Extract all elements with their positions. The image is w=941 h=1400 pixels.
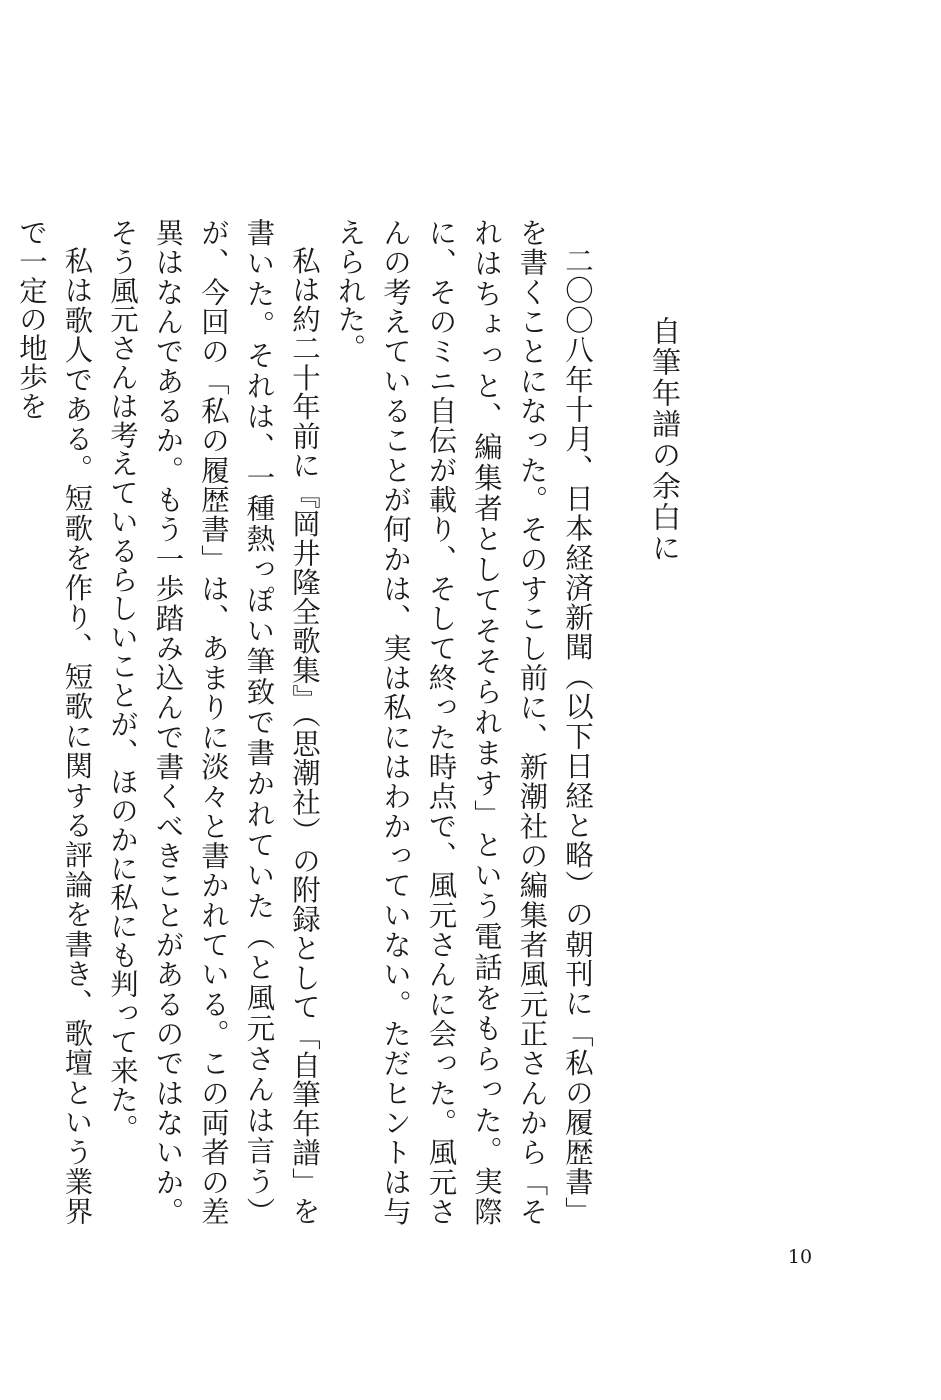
paragraph-1: 二〇〇八年十月、日本経済新聞（以下日経と略）の朝刊に「私の履歴書」を書くことになった。そのすこし前に、新潮社の編集者風元正さんから「それはちょっと、編集者としてそそられます」という電話をもらった。実際に、そのミニ自伝が載り、そして終った時点で、風元さんに会った。風元さんの考えていることが何かは、実は私にはわかっていない。ただヒントは与えられた。: [333, 218, 594, 1226]
body-text: [15, 218, 600, 1226]
page-number: 10: [787, 1246, 813, 1268]
paragraph-3: 私は歌人である。短歌を作り、短歌に関する評論を書き、歌壇という業界で一定の地歩を: [15, 218, 94, 1226]
paragraph-2: 私は約二十年前に『岡井隆全歌集』（思潮社）の附録として「自筆年譜」を書いた。それは、一種熱っぽい筆致で書かれていた（と風元さんは言う）が、今回の「私の履歴書」は、あまりに淡々と書かれている。この両者の差異はなんであるか。もう一歩踏み込んで書くべきことがあるのではないか。そう風元さんは考えているらしいことが、ほのかに私にも判って来た。: [106, 218, 321, 1226]
page-title: 自筆年譜の余白に: [648, 316, 682, 564]
